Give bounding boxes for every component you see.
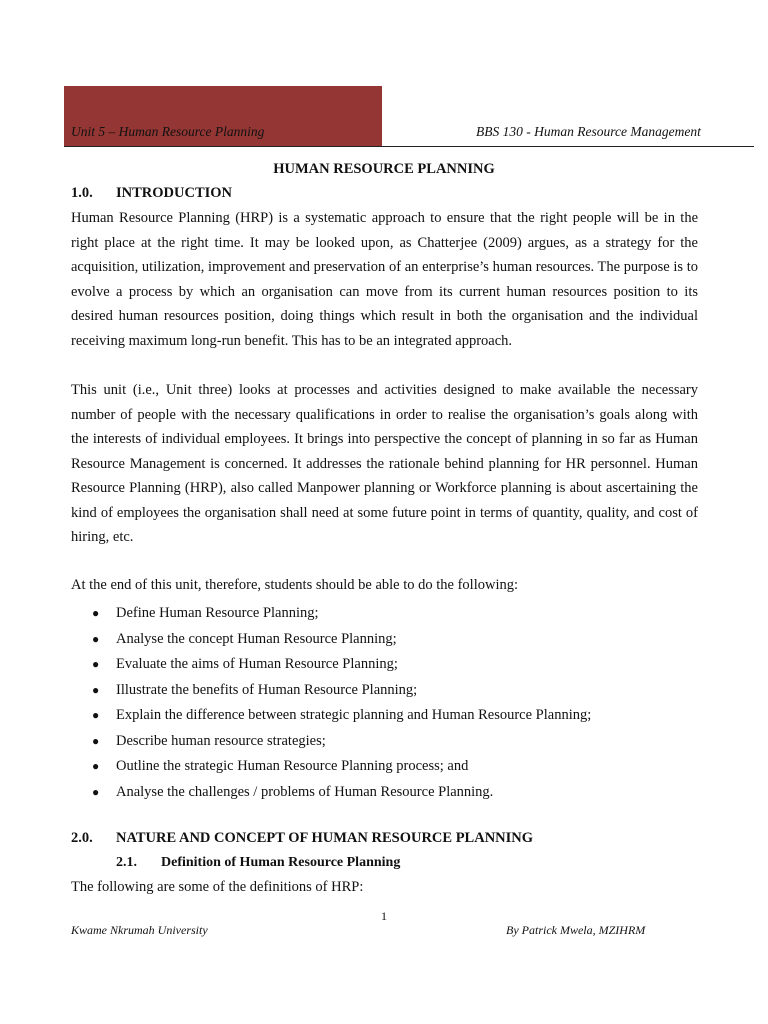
list-item: ● Outline the strategic Human Resource Planning process; and: [71, 754, 591, 780]
subsection-2-1-number: 2.1.: [116, 855, 137, 870]
header-rule: [64, 146, 754, 147]
list-item: ● Describe human resource strategies;: [71, 729, 591, 755]
intro-paragraph-2: This unit (i.e., Unit three) looks at processes and activities designed to make available the necessary number of people with the necessary qualifications in order to realise the organisation’s goals along with the interests of individual employees. It brings into perspective the concept of planning in so far as Human Resource Management is concerned. It addresses the rationale behind planning for HR personnel. Human Resource Planning (HRP), also called Manpower planning or Workforce planning is about ascertaining the kind of employees the organisation shall need at some future point in terms of quantity, quality, and cost of hiring, etc.: [71, 382, 698, 545]
section-1-title: INTRODUCTION: [116, 185, 233, 201]
bullet-icon: ●: [92, 733, 100, 748]
page-number: 1: [381, 909, 387, 923]
bullet-icon: ●: [92, 708, 100, 722]
subsection-2-1-title: Definition of Human Resource Planning: [161, 855, 401, 870]
list-item: ● Analyse the challenges / problems of Human Resource Planning.: [71, 780, 591, 806]
list-item: ● Define Human Resource Planning;: [71, 601, 591, 627]
objectives-list: [71, 601, 591, 805]
page-title: HUMAN RESOURCE PLANNING: [273, 161, 495, 177]
section-2-title: NATURE AND CONCEPT OF HUMAN RESOURCE PLANNING: [116, 830, 534, 846]
bullet-icon: ●: [92, 631, 100, 646]
bullet-icon: ●: [92, 682, 100, 697]
footer-author: By Patrick Mwela, MZIHRM: [506, 923, 646, 937]
list-item: ● Illustrate the benefits of Human Resource Planning;: [71, 678, 591, 704]
bullet-icon: ●: [92, 606, 100, 620]
list-item: ● Explain the difference between strategic planning and Human Resource Planning;: [71, 703, 591, 729]
footer-institution: Kwame Nkrumah University: [71, 923, 208, 937]
bullet-icon: ●: [92, 759, 100, 773]
section-1-number: 1.0.: [71, 185, 93, 201]
list-item: ● Analyse the concept Human Resource Planning;: [71, 627, 591, 653]
subsection-2-1-heading: [116, 855, 400, 871]
bullet-icon: ●: [92, 657, 100, 671]
section-2-heading: [71, 830, 533, 847]
bullet-icon: ●: [92, 784, 100, 799]
header-unit-title: Unit 5 – Human Resource Planning: [71, 124, 265, 139]
objectives-intro: At the end of this unit, therefore, students should be able to do the following:: [71, 577, 519, 593]
section-1-heading: [71, 185, 232, 202]
list-item: ● Evaluate the aims of Human Resource Planning;: [71, 652, 591, 678]
definitions-intro: The following are some of the definitions of HRP:: [71, 879, 364, 895]
intro-paragraph-1: Human Resource Planning (HRP) is a systematic approach to ensure that the right people will be in the right place at the right time. It may be looked upon, as Chatterjee (2009) argues, as a strategy for the acquisition, utilization, improvement and preservation of an enterprise’s human resources. The purpose is to evolve a process by which an organisation can move from its current human resources position to its desired human resources position, doing things which result in both the organisation and the individual receiving maximum long-run benefit. This has to be an integrated approach.: [71, 210, 698, 349]
header-course-title: BBS 130 - Human Resource Management: [476, 124, 701, 139]
section-2-number: 2.0.: [71, 830, 93, 846]
